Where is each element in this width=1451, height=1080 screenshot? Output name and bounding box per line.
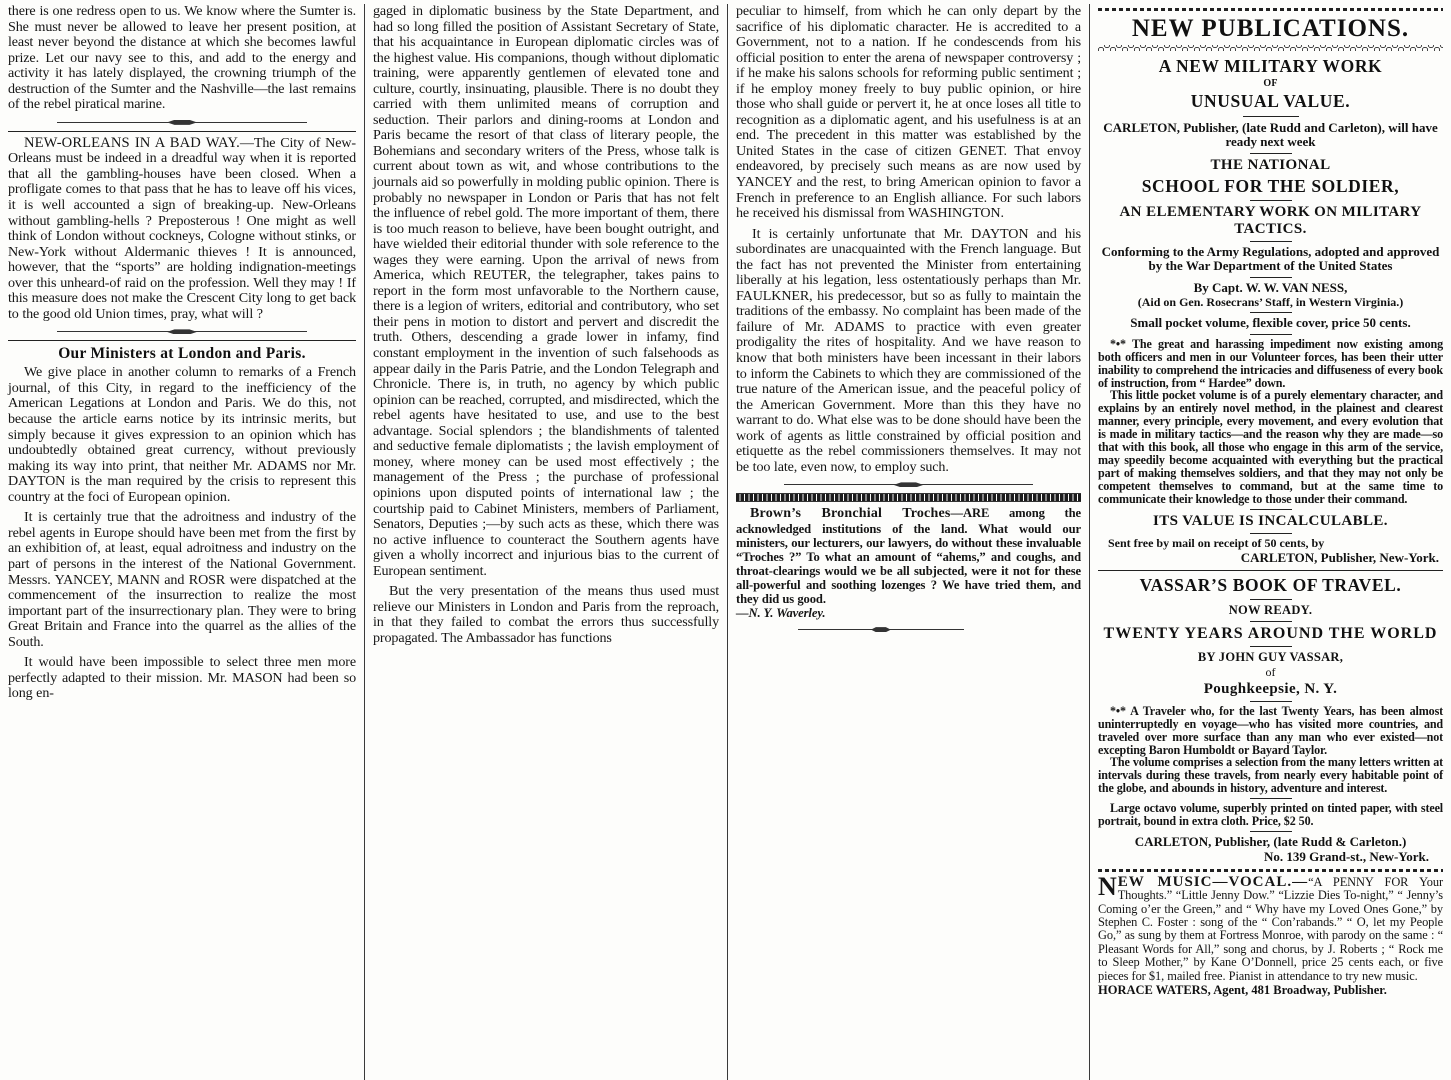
ad-new-music <box>1098 871 1443 998</box>
ad-music-dropcap: N <box>1098 871 1117 901</box>
rule-short-4 <box>1250 241 1292 242</box>
ad-music-body: “A PENNY FOR Your Thoughts.” “Little Jenny Dow.” “Lizzie Dies To-night,” “ Jenny’s Coming o’er the Green,” and “ Why have my Loved Ones Gone,” by Stephen C. Foster : song of the “ Con’rabands.” “ O, let my People Go,” as sung by them at Fortress Monroe, with parody on the same : “ Pleasant Words for All,” song and chorus, by J. Roberts ; “ Rock me to Sleep Mother,” by Kane O’Donnell, price 25 cents each, or five pieces for $1, mailed free. Pianist in attendance to try new music. <box>1098 874 1443 983</box>
ad-vassar-para3: Large octavo volume, superbly printed on tinted paper, with steel portrait, bound in extra cloth. Price, $2 50. <box>1098 801 1443 829</box>
article-new-orleans <box>8 136 356 323</box>
rule-short-7 <box>1250 334 1292 335</box>
article-ministers-p1: We give place in another column to remarks of a French journal, of this City, in regard to the inefficiency of the American Legations at London and Paris. We do this, not because the article earns notice by its intrinsic merits, but simply because it gives expression to an opinion which has undoubtedly obtained great currency, without previously making its way into print, that neither Mr. ADAMS nor Mr. DAYTON is the man required by the crisis to represent this country at the foci of European opinion. <box>8 364 356 505</box>
ad-military-sent-free: Sent free by mail on receipt of 50 cents, by <box>1108 535 1325 550</box>
rule-short-12 <box>1250 646 1292 647</box>
rule-short-2 <box>1250 153 1292 154</box>
ad-military-line2: OF <box>1263 78 1278 89</box>
ad-military-work <box>1098 56 1443 565</box>
ad-military-author-line1: By Capt. W. W. VAN NESS, <box>1193 279 1348 295</box>
ornament-divider-2 <box>57 329 308 334</box>
ornament-divider-4 <box>798 627 964 632</box>
ad-music-footer: HORACE WATERS, Agent, 481 Broadway, Publisher. <box>1098 983 1387 998</box>
ad-vassar-by-line: BY JOHN GUY VASSAR, <box>1197 650 1344 665</box>
ad-vassar-para1: A Traveler who, for the last Twenty Years, has been almost uninterruptedly en voyage—who has visited more countries, and traveled over more surface than any man who ever existed—not excepting Baron Humboldt or Bayard Taylor. <box>1098 703 1444 757</box>
ad-vassar-title: TWENTY YEARS AROUND THE WORLD <box>1103 625 1438 643</box>
ad-troches-dash: — <box>950 506 964 521</box>
article-new-orleans-headline: NEW-ORLEANS IN A BAD WAY. <box>24 134 240 151</box>
article-ministers-p2: It is certainly true that the adroitness and industry of the rebel agents in Europe should have been met from the first by an exhibition of, at least, equal adroitness and industry on the part of persons in the interest of the National Government. Messrs. YANCEY, MANN and ROSR were dispatched at the commencement of the insurrection to realize the most important part of the insurrectionary plan. They were to bring Great Britain and France into the quarrel as the allies of the South. <box>8 509 356 650</box>
ad-military-line1: A NEW MILITARY WORK <box>1158 56 1383 76</box>
ad-military-value-line: ITS VALUE IS INCALCULABLE. <box>1153 512 1388 529</box>
new-publications-masthead: NEW PUBLICATIONS. <box>1131 15 1410 42</box>
rule-short-8 <box>1250 509 1292 510</box>
rule-short-6 <box>1250 312 1292 313</box>
rule-2 <box>8 340 356 341</box>
ad-vassar-publisher-line1: CARLETON, Publisher, (late Rudd & Carleton.) <box>1134 834 1407 849</box>
ad-top-rule <box>736 493 1081 502</box>
article-ministers-p3: It would have been impossible to select three men more perfectly adapted to their mission. Mr. MASON had been so long en- <box>8 654 356 702</box>
ad-troches-lead: Brown’s Bronchial Troches <box>750 506 951 522</box>
rule-1 <box>8 131 356 132</box>
ad-vassar-now-ready: NOW READY. <box>1228 603 1313 618</box>
article-ministers <box>8 345 356 701</box>
column-2-p1: gaged in diplomatic business by the State Department, and had so long filled the position of Assistant Secretary of State, that his acquaintance in European diplomatic circles was of the highest value. His companions, though without diplomatic training, were apparently gentlemen of elevated tone and culture, courtly, insinuating, plausible. There is no doubt they carried with them unlimited means of corruption and seduction. Their parlors and dining-rooms at London and Paris became the resort of that class of literary people, the Bohemians and secondary writers of the Press, whose talk is current about town as wit, and whose contributions to the journals aid so powerfully in molding public opinion. There is probably no newspaper in London or Paris that has not felt the influence of rebel gold. The more important of them, there is too much reason to believe, have been bought outright, and have wielded their editorial thunder with sole reference to the wages they were earning. Upon the arrival of news from America, which REUTER, the telegrapher, takes pains to report in the form most unfavorable to the Northern cause, there is a legion of writers, editorial and contributory, who set their pens in motion to distort and pervert and discredit the truth. Others, descending a grade lower in infamy, find constant employment in the invention of such falsehoods as appear daily in the Paris Patrie, and the London Telegraph and Chronicle. There is, in truth, no agency by which public opinion can be reached, corrupted, and misdirected, which the rebel agents have hesitated to use, and use to the best advantage. Social splendors ; the blandishments of talented and seductive female diplomatists ; the lavish employment of money, where money can be used most effectively ; the management of the Press ; the purchase of professional opinions upon disputed points of international law ; the courtship paid to Cabinet Ministers, members of Parliament, Senators, Deputies ;—by such acts as these, which there was no active influence to counteract the Southern agents have given a wholly incorrect and injurious bias to the current of European sentiment. <box>373 4 719 579</box>
column-4 <box>1089 4 1451 1080</box>
article-ministers-headline: Our Ministers at London and Paris. <box>58 345 306 363</box>
ad-military-author-line2: (Aid on Gen. Rosecrans’ Staff, in Western Virginia.) <box>1137 295 1404 310</box>
wavy-divider <box>1098 45 1443 51</box>
ad-music-head: EW MUSIC—VOCAL.— <box>1117 873 1309 890</box>
ad-brown-troches <box>736 482 1081 632</box>
rule-short-13 <box>1250 701 1292 702</box>
rule-short-9 <box>1250 533 1292 534</box>
ad-vassar-publisher-line2: No. 139 Grand-st., New-York. <box>1263 849 1429 865</box>
ad-vassar-travel <box>1098 575 1443 864</box>
ad-military-publisher-note: CARLETON, Publisher, (late Rudd and Carleton), will have ready next week <box>1103 120 1438 150</box>
rule-divider-vassar <box>1098 570 1443 571</box>
column-2-p2: But the very presentation of the means thus used must relieve our Ministers in London and Paris from the reproach, in that they failed to combat the errors thus successfully propagated. The Ambassador has functions <box>373 583 719 646</box>
ad-vassar-place: Poughkeepsie, N. Y. <box>1203 680 1338 697</box>
rule-short-3 <box>1250 200 1292 201</box>
article-sumter <box>8 4 356 113</box>
ad-military-title-line2: SCHOOL FOR THE SOLDIER, <box>1141 175 1400 196</box>
column-3-p1: peculiar to himself, from which he can only depart by the sacrifice of his diplomatic character. He is accredited to a Government, not to a nation. If he condescends from his official position to enter the arena of newspaper controversy ; if he make his salons schools for reforming public sentiment ; if he employ money freely to buy public opinion, or hire those who shall guide or pervert it, he at once loses all title to recognition as a diplomatic agent, and his usefulness is at an end. The precedent in this matter was established by the United States in the case of citizen GENET. That envoy endeavored, by precisely such means as are now used by YANCEY and the rest, to bring American opinion to favor a French in preference to an English alliance. For such labors he received his dismissal from WASHINGTON. <box>736 4 1081 222</box>
ad-vassar-star-icon: *•* <box>1110 703 1126 718</box>
article-sumter-paragraph: there is one redress open to us. We know where the Sumter is. She must never be allowed to leave her present position, at least never beyond the distance at which she becomes lawful prize. Let our navy see to this, and add to the energy and activity it has lately displayed, the crowning triumph of the destruction of the Sumter and the Nashville—the last remains of the rebel piratical marine. <box>8 4 356 113</box>
column-3 <box>727 4 1089 1080</box>
ad-vassar-of: of <box>1265 665 1276 680</box>
ad-military-price-line: Small pocket volume, flexible cover, price 50 cents. <box>1130 315 1411 331</box>
ad-military-subtitle: AN ELEMENTARY WORK ON MILITARY TACTICS. <box>1119 203 1422 237</box>
ornament-divider-1 <box>57 120 308 125</box>
masthead-top-rule <box>1098 7 1443 11</box>
ad-vassar-para2: The volume comprises a selection from the many letters written at intervals during these travels, from nearly every habitable point of the globe, and abounds in history, adventure and interest. <box>1098 755 1443 796</box>
ornament-divider-3 <box>784 482 1032 487</box>
headline-dash: — <box>239 134 254 151</box>
article-new-orleans-body: The City of New-Orleans must be indeed in a dreadful way when it is reported that all the gambling-houses have been closed. When a profligate comes to that pass that he has to leave off his vices, it is well accounted a sign of breaking-up. New-Orleans without gambling-hells ? Preposterous ! One might as well think of London without cockneys, Cologne without stinks, or New-York without Aldermanic thieves ! It is announced, however, that the “sports” are holding indignation-meetings over this unheard-of raid on the profession. Well they may ! If this measure does not make the Crescent City long to get back to the good old Union times, pray, what will ? <box>8 134 356 322</box>
ad-troches-credit: —N. Y. Waverley. <box>736 606 826 621</box>
rule-short-1 <box>1243 116 1299 117</box>
column-2 <box>364 4 727 1080</box>
ad-military-star-icon: *•* <box>1110 336 1126 351</box>
ad-military-conforming: Conforming to the Army Regulations, adopted and approved by the War Department of the United States <box>1101 243 1440 274</box>
rule-short-14 <box>1250 798 1292 799</box>
column-3-p2: It is certainly unfortunate that Mr. DAYTON and his subordinates are unacquainted with the French language. But the fact has not prevented the Minister from entertaining liberally at his legation, less ostentatiously perhaps than Mr. FAULKNER, his predecessor, but so as fully to maintain the traditions of the embassy. No complaint has been made of the failure of Mr. ADAMS to practice with even greater prodigality the rites of hospitality. And we have reason to know that both ministers have been incessant in their labors to inform the Cabinets to which they are commissioned of the true nature of the American issue, and the peaceful policy of the American Government. More than this they have no warrant to do. What else was to be done should have been the work of agents as little constrained by official position and etiquette as the rebel commissioners themselves. It may not be too late, even now, to employ such. <box>736 225 1081 475</box>
ad-vassar-head: VASSAR’S BOOK OF TRAVEL. <box>1139 575 1402 596</box>
ad-military-title-line1: THE NATIONAL <box>1210 156 1331 173</box>
ad-military-line3: UNUSUAL VALUE. <box>1190 91 1351 111</box>
ad-military-publisher: CARLETON, Publisher, New-York. <box>1240 550 1439 566</box>
rule-short-11 <box>1250 621 1292 622</box>
ad-military-para2: This little pocket volume is of a purely elementary character, and explains by an entirely novel method, in the plainest and clearest manner, every principle, every movement, and every evolution that is made in military tactics—and the reason why they are made—so that with this book, all those who engage in this arm of the service, may speedily become acquainted with everything but the practical part of making themselves soldiers, and that they may not only be competent themselves to command, but at the same time to communicate their knowledge to those under their command. <box>1098 388 1443 506</box>
rule-divider-music <box>1098 868 1443 872</box>
ad-military-para1: The great and harassing impediment now existing among both officers and men in our Volunteer forces, has been their utter inability to comprehend the intricacies and diffuseness of every book of instruction, from “ Hardee” down. <box>1098 336 1444 390</box>
column-1 <box>0 4 364 1080</box>
ad-troches-body: ARE among the acknowledged institutions of the land. What would our ministers, our lecturers, our lawyers, do without these invaluable “Troches ?” To what an amount of “ahems,” and coughs, and throat-clearings would we be all subjected, were it not for these all-powerful and soothing lozenges ? We have tried them, and they did us good. <box>736 506 1081 606</box>
rule-short-10 <box>1250 599 1292 600</box>
rule-short-15 <box>1250 831 1292 832</box>
rule-short-5 <box>1250 277 1292 278</box>
